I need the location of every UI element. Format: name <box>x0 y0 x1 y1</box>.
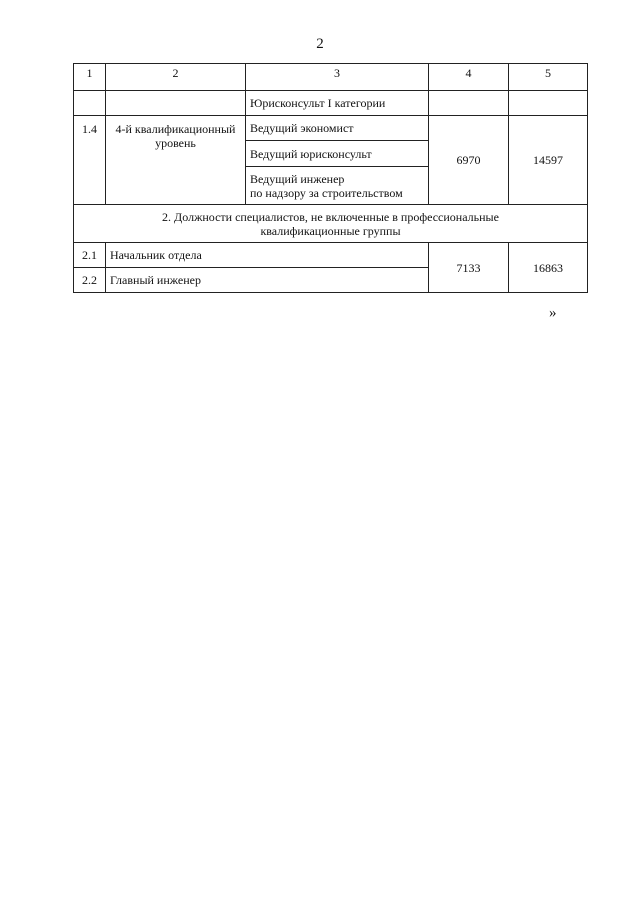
position-line: по надзору за строительством <box>250 185 403 200</box>
empty-cell <box>509 91 588 116</box>
position-line: Ведущий инженер <box>250 171 345 186</box>
salary-table <box>73 63 588 293</box>
value-cell-5: 14597 <box>509 116 588 205</box>
row-number-cell: 1.4 <box>74 116 106 205</box>
header-cell-1: 1 <box>74 64 106 91</box>
table-header-row <box>74 64 588 91</box>
header-cell-4: 4 <box>429 64 509 91</box>
position-cell: Ведущий экономист <box>246 116 429 141</box>
header-cell-5: 5 <box>509 64 588 91</box>
table-row <box>74 116 588 141</box>
closing-quote: » <box>549 305 557 321</box>
empty-cell <box>106 91 246 116</box>
value-cell-4: 7133 <box>429 243 509 293</box>
section-heading-row <box>74 205 588 243</box>
section-heading-line: 2. Должности специалистов, не включенные в профессиональные <box>162 209 499 224</box>
qualification-level-cell: 4-й квалификационный уровень <box>106 116 246 205</box>
empty-cell <box>429 91 509 116</box>
row-number-cell: 2.1 <box>74 243 106 268</box>
header-cell-2: 2 <box>106 64 246 91</box>
value-cell-5: 16863 <box>509 243 588 293</box>
page-number: 2 <box>316 36 324 52</box>
position-cell: Ведущий юрисконсульт <box>246 141 429 167</box>
position-cell: Начальник отдела <box>106 243 429 268</box>
empty-cell <box>74 91 106 116</box>
header-cell-3: 3 <box>246 64 429 91</box>
table-row <box>74 243 588 268</box>
position-cell <box>246 167 429 205</box>
row-number-cell: 2.2 <box>74 268 106 293</box>
value-cell-4: 6970 <box>429 116 509 205</box>
table-row <box>74 91 588 116</box>
position-cell: Главный инженер <box>106 268 429 293</box>
section-heading-line: квалификационные группы <box>260 223 401 238</box>
section-heading <box>74 205 588 243</box>
position-cell: Юрисконсульт I категории <box>246 91 429 116</box>
